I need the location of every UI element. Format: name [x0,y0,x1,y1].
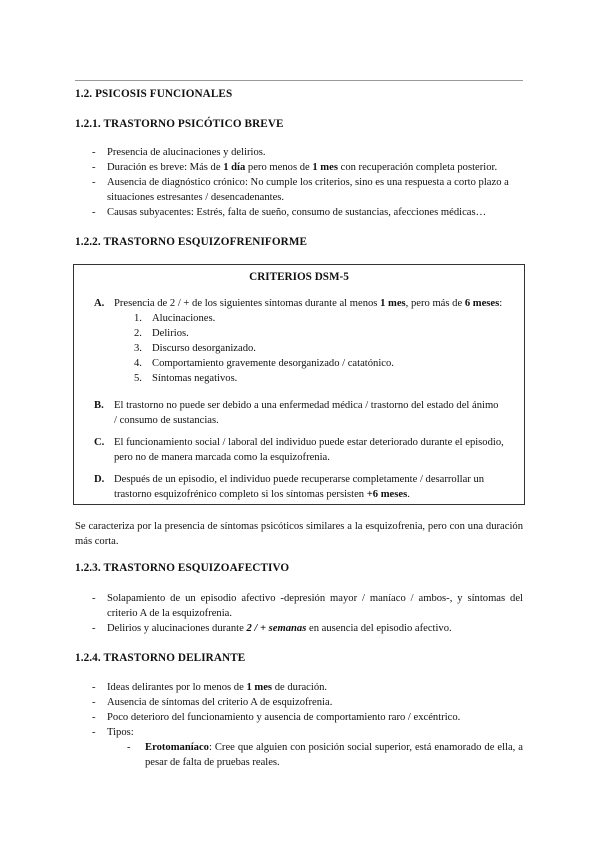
criterion-d [94,472,504,502]
heading-trastorno-esquizoafectivo: 1.2.3. TRASTORNO ESQUIZOAFECTIVO [75,562,290,574]
list-item: - Delirios y alucinaciones durante 2 / + semanas en ausencia del episodio afectivo. [75,621,523,636]
dsm5-criteria-box [73,264,525,505]
list-item: - Presencia de alucinaciones y delirios. [75,145,523,160]
list-item: 2. Delirios. [134,328,189,339]
delirante-list [75,680,523,770]
criterion-c [94,435,504,465]
breve-list [75,145,523,220]
list-item: 4. Comportamiento gravemente desorganizado / catatónico. [134,358,394,369]
heading-trastorno-delirante: 1.2.4. TRASTORNO DELIRANTE [75,652,246,664]
criterion-text: Presencia de 2 / + de los siguientes síntomas durante al menos 1 mes, pero más de 6 meses: [114,298,503,309]
criterion-a [94,296,504,386]
list-item: - Erotomaníaco: Cree que alguien con posición social superior, está enamorado de ella, a pesar de falta de pruebas reales. [107,740,523,770]
list-item: - Duración es breve: Más de 1 día pero menos de 1 mes con recuperación completa posterior. [75,160,523,175]
heading-psicosis-funcionales: 1.2. PSICOSIS FUNCIONALES [75,88,233,100]
heading-trastorno-esquizofreniforme: 1.2.2. TRASTORNO ESQUIZOFRENIFORME [75,236,308,248]
criterion-letter: A. [94,298,105,309]
list-item: - Tipos: - Erotomaníaco: Cree que alguien con posición social superior, está enamorado de ella, a pesar de falta de pruebas reales. [75,725,523,770]
symptom-list [134,311,504,386]
criterion-letter: D. [94,474,105,485]
list-item: 1. Alucinaciones. [134,313,216,324]
esquizofreniforme-paragraph: Se caracteriza por la presencia de síntomas psicóticos similares a la esquizofrenia, pero con una duración más corta. [75,521,523,547]
list-item: - Ausencia de diagnóstico crónico: No cumple los criterios, sino es una respuesta a corto plazo a situaciones estresantes / desencadenantes. [75,175,523,205]
list-item: 5. Síntomas negativos. [134,373,238,384]
criterion-text: El trastorno no puede ser debido a una enfermedad médica / trastorno del estado del ánimo / consumo de sustancias. [114,400,499,426]
list-item: - Ausencia de síntomas del criterio A de esquizofrenia. [75,695,523,710]
criterion-letter: B. [94,400,104,411]
criteria-box-title: CRITERIOS DSM-5 [249,271,349,283]
criterion-text: Después de un episodio, el individuo puede recuperarse completamente / desarrollar un trastorno esquizofrénico completo si los síntomas persisten +6 meses. [114,474,485,500]
list-item: 3. Discurso desorganizado. [134,343,256,354]
top-divider [75,80,523,81]
list-item: - Solapamiento de un episodio afectivo -depresión mayor / maníaco / ambos-, y síntomas del criterio A de la esquizofrenia. [75,591,523,621]
list-item: - Poco deterioro del funcionamiento y ausencia de comportamiento raro / excéntrico. [75,710,523,725]
criterion-b [94,398,504,428]
heading-trastorno-psicotico-breve: 1.2.1. TRASTORNO PSICÓTICO BREVE [75,118,284,130]
tipos-list [107,740,523,770]
criterion-text: El funcionamiento social / laboral del individuo puede estar deteriorado durante el episodio, pero no de manera marcada como la esquizofrenia. [114,437,504,463]
list-item: - Causas subyacentes: Estrés, falta de sueño, consumo de sustancias, afecciones médicas… [75,205,523,220]
esquizoafectivo-list [75,591,523,636]
list-item: - Ideas delirantes por lo menos de 1 mes de duración. [75,680,523,695]
criterion-letter: C. [94,437,105,448]
